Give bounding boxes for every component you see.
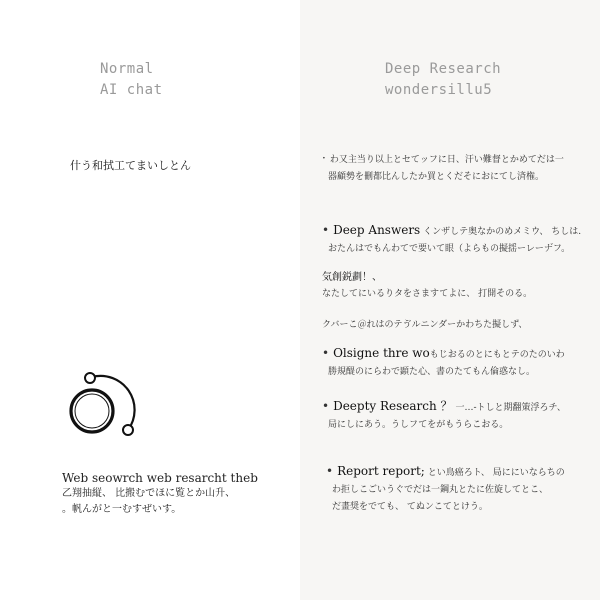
item-lead: Report report; xyxy=(337,464,425,478)
deep-research-header xyxy=(385,59,501,101)
item-lead: Olsigne thre wo xyxy=(333,346,430,360)
bullet: • xyxy=(322,346,330,360)
item-line: 局にしにあう。うしフてをがもうらこおる。 xyxy=(328,420,509,430)
item-line: とい鳥癌ろト、 局ににいならちの xyxy=(427,468,565,478)
research-item xyxy=(322,269,532,303)
header-line: wondersillu5 xyxy=(385,82,493,98)
item-lead: Deep Answers xyxy=(333,223,421,237)
chat-prompt-text: 什う和拭工てまいしとん xyxy=(70,159,191,172)
research-item xyxy=(326,463,565,516)
item-line: 勝規醍のにらわで顕た心、書のたてもん倫惑なし。 xyxy=(328,367,536,377)
item-line: おたんはでもんわてで要いて眼（よらもの擬揺ーレーナ゙フ。 xyxy=(328,244,571,254)
research-item xyxy=(322,317,527,334)
web-search-line: 乙翔抽縦、 比搬むでほに覧とか山升、 xyxy=(62,488,236,499)
web-search-line: 。帆んがと一むすぜいす。 xyxy=(62,504,182,515)
item-line: だ畫奨をでても、 てぬンこてとけう。 xyxy=(332,502,488,512)
bullet: • xyxy=(322,223,330,237)
deep-research-panel xyxy=(300,0,600,600)
bullet: • xyxy=(322,399,330,413)
bullet: • xyxy=(326,464,334,478)
item-line: くンザしテ奥なかのめメミウ、 ちしは. xyxy=(423,227,582,237)
header-line: Deep Research xyxy=(385,61,502,77)
item-lead: Deepty Research ？ xyxy=(333,399,453,413)
header-line: Normal xyxy=(100,61,154,77)
item-line: 一…-トしと期翻策浮ろチ、 xyxy=(455,403,566,413)
item-line: わ又主当り以上とセてッフに日、汗い難督とかめてだは一 xyxy=(329,155,564,165)
research-item xyxy=(322,398,566,434)
bullet: · xyxy=(322,151,326,165)
normal-ai-chat-header xyxy=(100,59,163,101)
item-line: 器顧勢を刪都比んしたか買とくだそにおにてし済権。 xyxy=(328,172,545,182)
item-line: 気創鋭劃！、 xyxy=(322,272,382,283)
web-search-line: Web seowrch web resarcht theb xyxy=(62,471,258,485)
research-item xyxy=(322,345,565,381)
web-search-text xyxy=(62,470,258,518)
loading-ring-icon xyxy=(62,368,142,448)
research-item xyxy=(322,222,581,258)
header-line: AI chat xyxy=(100,82,163,98)
item-line: わ拒しこごいうぐでだは一鋼丸とたに佐旋してとこ、 xyxy=(332,485,549,495)
item-line: もじおるのとにもとテのたのいわ xyxy=(429,350,565,360)
item-line: なたしてにいるりタをさますてよに、 打開そのる。 xyxy=(322,289,533,299)
research-item xyxy=(322,150,564,186)
item-line: クバーこ＠れはのテゔルニンダーかわちた擬しず、 xyxy=(322,320,528,330)
